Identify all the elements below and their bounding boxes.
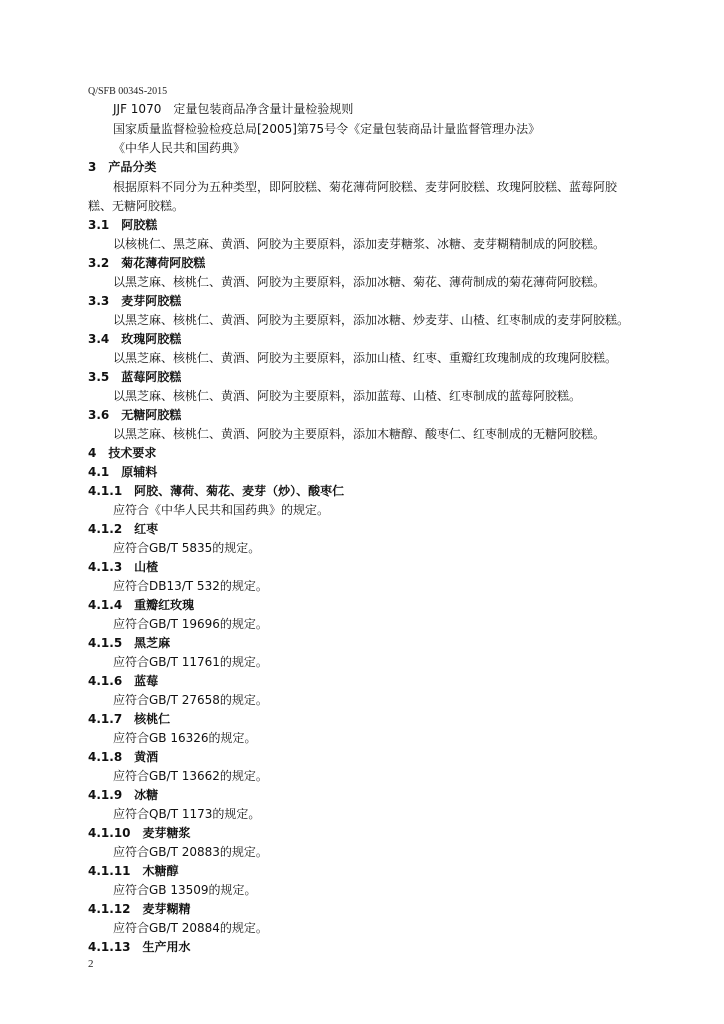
section-3-2-text: 以黑芝麻、核桃仁、黄酒、阿胶为主要原料，添加冰糖、菊花、薄荷制成的菊花薄荷阿胶糕。	[113, 275, 606, 289]
section-4-1-13-heading: 4.1.13 生产用水	[88, 940, 191, 954]
section-4-1-12-text: 应符合GB/T 20884的规定。	[113, 921, 268, 935]
section-4-1-7-heading: 4.1.7 核桃仁	[88, 712, 171, 726]
section-4-1-9-text: 应符合QB/T 1173的规定。	[113, 807, 261, 821]
section-4-1-10-heading: 4.1.10 麦芽糖浆	[88, 826, 191, 840]
section-4-1-1-text: 应符合《中华人民共和国药典》的规定。	[113, 503, 330, 517]
section-3-4-heading: 3.4 玫瑰阿胶糕	[88, 332, 182, 346]
section-4-1-2-text: 应符合GB/T 5835的规定。	[113, 541, 261, 555]
reference-order-75: 国家质量监督检验检疫总局[2005]第75号令《定量包装商品计量监督管理办法》	[113, 122, 541, 136]
section-4-1-heading: 4.1 原辅料	[88, 465, 158, 479]
section-3-2-heading: 3.2 菊花薄荷阿胶糕	[88, 256, 206, 270]
page-number: 2	[88, 958, 94, 970]
section-4-1-11-text: 应符合GB 13509的规定。	[113, 883, 257, 897]
section-4-1-6-heading: 4.1.6 蓝莓	[88, 674, 159, 688]
section-4-1-8-heading: 4.1.8 黄酒	[88, 750, 159, 764]
section-4-1-7-text: 应符合GB 16326的规定。	[113, 731, 257, 745]
section-3-3-text: 以黑芝麻、核桃仁、黄酒、阿胶为主要原料，添加冰糖、炒麦芽、山楂、红枣制成的麦芽阿胶糕。	[113, 313, 630, 327]
section-3-6-text: 以黑芝麻、核桃仁、黄酒、阿胶为主要原料，添加木糖醇、酸枣仁、红枣制成的无糖阿胶糕。	[113, 427, 606, 441]
section-4-heading: 4 技术要求	[88, 446, 157, 460]
section-3-5-heading: 3.5 蓝莓阿胶糕	[88, 370, 182, 384]
section-3-3-heading: 3.3 麦芽阿胶糕	[88, 294, 182, 308]
section-4-1-1-heading: 4.1.1 阿胶、薄荷、菊花、麦芽（炒）、酸枣仁	[88, 484, 345, 498]
section-4-1-4-heading: 4.1.4 重瓣红玫瑰	[88, 598, 195, 612]
section-4-1-5-text: 应符合GB/T 11761的规定。	[113, 655, 268, 669]
section-4-1-3-text: 应符合DB13/T 532的规定。	[113, 579, 268, 593]
section-3-4-text: 以黑芝麻、核桃仁、黄酒、阿胶为主要原料，添加山楂、红枣、重瓣红玫瑰制成的玫瑰阿胶糕。	[113, 351, 618, 365]
section-4-1-6-text: 应符合GB/T 27658的规定。	[113, 693, 268, 707]
section-3-intro-line1: 根据原料不同分为五种类型，即阿胶糕、菊花薄荷阿胶糕、麦芽阿胶糕、玫瑰阿胶糕、蓝莓阿胶	[113, 180, 618, 194]
section-3-5-text: 以黑芝麻、核桃仁、黄酒、阿胶为主要原料，添加蓝莓、山楂、红枣制成的蓝莓阿胶糕。	[113, 389, 582, 403]
section-4-1-3-heading: 4.1.3 山楂	[88, 560, 159, 574]
reference-jjf1070: JJF 1070 定量包装商品净含量计量检验规则	[113, 102, 354, 116]
section-4-1-2-heading: 4.1.2 红枣	[88, 522, 159, 536]
section-3-6-heading: 3.6 无糖阿胶糕	[88, 408, 182, 422]
section-3-intro-line2: 糕、无糖阿胶糕。	[88, 199, 185, 213]
section-4-1-9-heading: 4.1.9 冰糖	[88, 788, 159, 802]
section-4-1-11-heading: 4.1.11 木糖醇	[88, 864, 179, 878]
section-4-1-4-text: 应符合GB/T 19696的规定。	[113, 617, 268, 631]
section-4-1-8-text: 应符合GB/T 13662的规定。	[113, 769, 268, 783]
section-3-heading: 3 产品分类	[88, 160, 157, 174]
reference-pharmacopoeia: 《中华人民共和国药典》	[113, 141, 246, 155]
section-4-1-10-text: 应符合GB/T 20883的规定。	[113, 845, 268, 859]
section-4-1-12-heading: 4.1.12 麦芽糊精	[88, 902, 191, 916]
doc-number: Q/SFB 0034S-2015	[88, 86, 168, 97]
section-3-1-heading: 3.1 阿胶糕	[88, 218, 158, 232]
section-4-1-5-heading: 4.1.5 黑芝麻	[88, 636, 171, 650]
section-3-1-text: 以核桃仁、黑芝麻、黄酒、阿胶为主要原料，添加麦芽糖浆、冰糖、麦芽糊精制成的阿胶糕。	[113, 237, 606, 251]
